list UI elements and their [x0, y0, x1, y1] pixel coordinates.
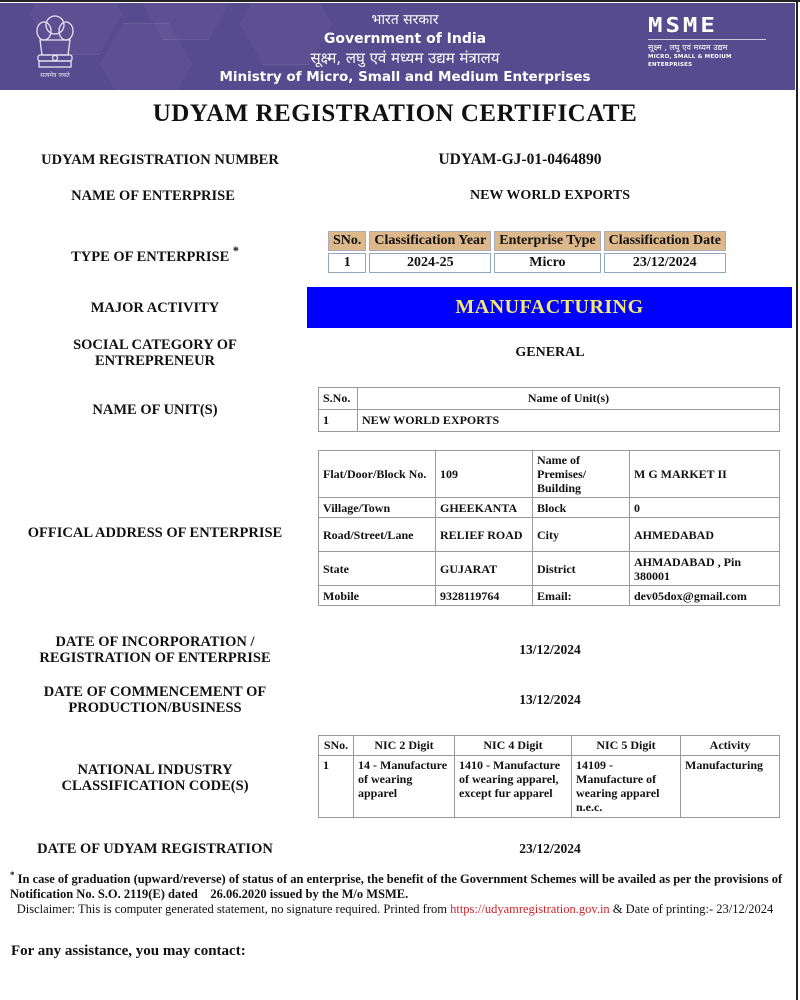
table-row	[319, 410, 780, 432]
table-cell: AHMEDABAD	[630, 518, 780, 552]
table-row	[328, 253, 726, 273]
assistance-heading: For any assistance, you may contact:	[11, 943, 246, 959]
enterprise-name-value: NEW WORLD EXPORTS	[469, 188, 631, 203]
table-row	[319, 552, 780, 586]
page-border-right	[796, 0, 798, 1000]
nic-codes-table	[318, 735, 780, 818]
table-row	[319, 518, 780, 552]
table-cell: 0	[630, 498, 780, 518]
table-cell: 1	[319, 756, 354, 818]
social-category-value: GENERAL	[515, 345, 585, 360]
email-value: dev05dox@gmail.com	[630, 586, 780, 606]
table-header-row	[328, 231, 726, 251]
table-cell: District	[533, 552, 630, 586]
table-cell: 1	[319, 410, 358, 432]
table-row	[319, 498, 780, 518]
table-cell: Village/Town	[319, 498, 436, 518]
page-border-top	[0, 0, 800, 2]
table-cell: 2024-25	[369, 253, 491, 273]
table-cell: NEW WORLD EXPORTS	[358, 410, 780, 432]
commencement-date-value: 13/12/2024	[519, 692, 581, 707]
svg-text:सत्यमेव जयते: सत्यमेव जयते	[40, 72, 70, 79]
table-cell: Road/Street/Lane	[319, 518, 436, 552]
table-cell: 14109 - Manufacture of wearing apparel n.e.c.	[572, 756, 681, 818]
disclaimer: Disclaimer: This is computer generated statement, no signature required. Printed from https://udyamregistration.gov.in & Date of printing:- 23/12/2024	[16, 902, 774, 916]
column-header: Classification Year	[369, 231, 491, 251]
hindi-govt-title: भारत सरकार	[371, 12, 439, 28]
table-cell: 9328119764	[436, 586, 533, 606]
units-label: NAME OF UNIT(S)	[92, 402, 218, 418]
table-cell: 14 - Manufacture of wearing apparel	[354, 756, 455, 818]
column-header: Classification Date	[604, 231, 726, 251]
table-cell: 1410 - Manufacture of wearing apparel, except fur apparel	[455, 756, 572, 818]
table-cell: GHEEKANTA	[436, 498, 533, 518]
table-cell: Micro	[494, 253, 600, 273]
udyam-registration-date-label: DATE OF UDYAM REGISTRATION	[37, 841, 273, 857]
table-cell: State	[319, 552, 436, 586]
logo-rule	[648, 39, 766, 40]
table-header-row	[319, 388, 780, 410]
registration-number-value: UDYAM-GJ-01-0464890	[438, 151, 602, 168]
column-header: Name of Unit(s)	[358, 388, 780, 410]
commencement-date-label: DATE OF COMMENCEMENT OF PRODUCTION/BUSINESS	[43, 684, 267, 716]
graduation-footnote: * In case of graduation (upward/reverse) of status of an enterprise, the benefit of the Government Schemes will be availed as per the provisions of Notification No. S.O. 2119(E) dated 26.06.2020 issued by the M/o MSME.	[10, 870, 786, 902]
nic-label: NATIONAL INDUSTRY CLASSIFICATION CODE(S)	[61, 762, 249, 794]
govt-title: Government of India	[323, 31, 487, 47]
msme-logo-text: MSME	[648, 13, 718, 37]
msme-logo-hindi: सूक्ष्म , लघु एवं मध्यम उद्यम	[648, 43, 728, 52]
table-row	[319, 451, 780, 498]
enterprise-name-label: NAME OF ENTERPRISE	[71, 188, 235, 204]
column-header: Enterprise Type	[494, 231, 600, 251]
footnote-mark: *	[10, 870, 15, 880]
enterprise-type-label: TYPE OF ENTERPRISE *	[71, 244, 239, 265]
table-cell: Name of Premises/ Building	[533, 451, 630, 498]
msme-logo-english: MICRO, SMALL & MEDIUM ENTERPRISES	[648, 54, 732, 68]
incorporation-date-label: DATE OF INCORPORATION / REGISTRATION OF ENTERPRISE	[39, 634, 271, 666]
table-cell: GUJARAT	[436, 552, 533, 586]
column-header: S.No.	[319, 388, 358, 410]
table-cell: Mobile	[319, 586, 436, 606]
column-header: NIC 2 Digit	[354, 736, 455, 756]
certificate-title: UDYAM REGISTRATION CERTIFICATE	[152, 100, 638, 127]
column-header: NIC 5 Digit	[572, 736, 681, 756]
table-cell: City	[533, 518, 630, 552]
social-category-label: SOCIAL CATEGORY OF ENTREPRENEUR	[73, 337, 237, 369]
udyam-registration-date-value: 23/12/2024	[519, 841, 581, 856]
table-cell: 23/12/2024	[604, 253, 726, 273]
registration-number-label: UDYAM REGISTRATION NUMBER	[41, 152, 279, 168]
table-cell: Block	[533, 498, 630, 518]
government-header-banner	[0, 3, 795, 90]
udyam-registration-link[interactable]: https://udyamregistration.gov.in	[450, 902, 610, 916]
table-cell: RELIEF ROAD	[436, 518, 533, 552]
table-row	[319, 756, 780, 818]
table-row	[319, 586, 780, 606]
address-label: OFFICAL ADDRESS OF ENTERPRISE	[27, 525, 283, 541]
address-table	[318, 450, 780, 606]
major-activity-label: MAJOR ACTIVITY	[90, 300, 220, 316]
msme-logo	[648, 13, 778, 69]
ministry-title: Ministry of Micro, Small and Medium Enterprises	[219, 69, 591, 85]
column-header: SNo.	[328, 231, 366, 251]
column-header: SNo.	[319, 736, 354, 756]
table-cell: 109	[436, 451, 533, 498]
table-cell: 1	[328, 253, 366, 273]
column-header: Activity	[681, 736, 780, 756]
units-table	[318, 387, 780, 432]
table-header-row	[319, 736, 780, 756]
hindi-ministry-title: सूक्ष्म, लघु एवं मध्यम उद्यम मंत्रालय	[310, 49, 500, 67]
table-cell: AHMADABAD , Pin 380001	[630, 552, 780, 586]
table-cell: Manufacturing	[681, 756, 780, 818]
major-activity-value: MANUFACTURING	[307, 287, 792, 328]
ministry-title-block	[200, 11, 610, 87]
asterisk-mark: *	[232, 244, 239, 258]
table-cell: M G MARKET II	[630, 451, 780, 498]
table-cell: Email:	[533, 586, 630, 606]
table-cell: Flat/Door/Block No.	[319, 451, 436, 498]
incorporation-date-value: 13/12/2024	[519, 642, 581, 657]
classification-table	[325, 229, 729, 275]
national-emblem-icon	[30, 13, 80, 81]
column-header: NIC 4 Digit	[455, 736, 572, 756]
